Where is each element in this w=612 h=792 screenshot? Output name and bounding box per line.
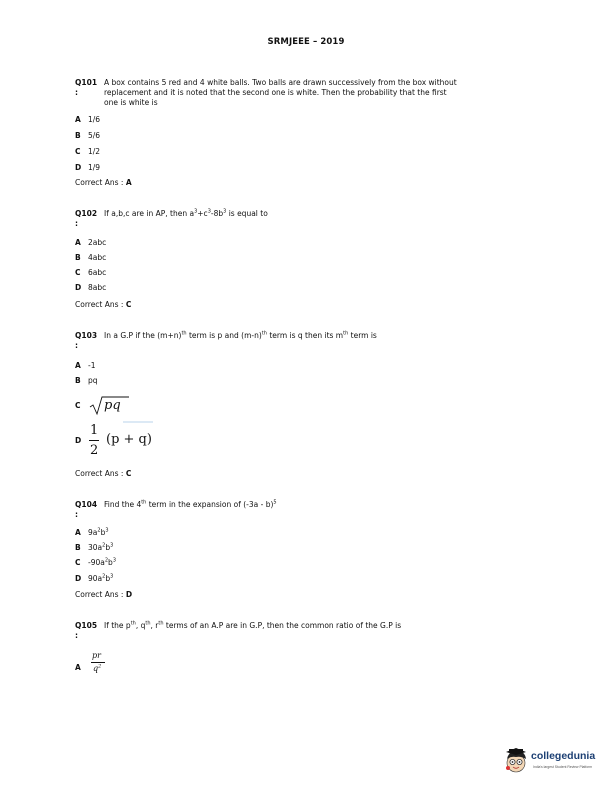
option-c: C	[75, 401, 81, 410]
option-d: D 8abc	[75, 283, 107, 292]
half-p-plus-q-expression: 1 2 (p + q)	[90, 423, 152, 458]
question-104	[75, 500, 545, 520]
option-d: D $90a^2b^3$	[75, 573, 114, 583]
question-text-line2: replacement and it is noted that the second one is white. Then the probability that the first	[104, 88, 447, 97]
question-text: Find the 4th term in the expansion of (-3a - b)$^5$	[104, 499, 277, 509]
question-colon: :	[75, 631, 78, 640]
fraction-denominator: $q^2$	[93, 663, 102, 673]
option-a: A	[75, 663, 81, 672]
question-102	[75, 209, 545, 229]
logo-wordmark: collegedunia	[531, 750, 596, 762]
option-a: A 1/6	[75, 115, 101, 124]
option-a: A 2abc	[75, 238, 107, 247]
option-a: A -1	[75, 361, 96, 370]
sqrt-pq-expression: pq	[89, 395, 131, 417]
option-b: B 4abc	[75, 253, 107, 262]
option-d: D 1/9	[75, 163, 101, 172]
mascot-icon	[503, 748, 529, 774]
correct-answer: Correct Ans : A	[75, 178, 132, 187]
pr-over-q-squared-expression	[90, 651, 112, 681]
option-b: B $30a^2b^3$	[75, 542, 114, 552]
correct-answer: Correct Ans : C	[75, 469, 132, 478]
question-number: Q105	[75, 621, 98, 630]
question-103	[75, 331, 545, 351]
collegedunia-logo	[503, 748, 605, 774]
question-105	[75, 621, 545, 641]
page-header: SRMJEEE – 2019	[267, 37, 345, 47]
option-c: C 1/2	[75, 147, 101, 156]
fraction-numerator: pr	[92, 651, 101, 660]
question-colon: :	[75, 510, 78, 519]
question-text-line1: A box contains 5 red and 4 white balls. Two balls are drawn successively from the box without	[104, 78, 457, 87]
option-c: C 6abc	[75, 268, 107, 277]
logo-tagline: India's largest Student Review Platform	[533, 765, 593, 769]
question-number: Q101	[75, 78, 98, 87]
fraction-bar	[89, 440, 99, 441]
question-text: In a G.P if the $(m+n)^{th}$ term is p and $(m-n)^{th}$ term is q then its $m^{th}$ term is	[104, 330, 377, 340]
correct-answer: Correct Ans : C	[75, 300, 132, 309]
question-number: Q102	[75, 209, 98, 218]
question-text: If the $p^{th}$, $q^{th}$, $r^{th}$ terms of an A.P are in G.P, then the common ratio of the G.P is	[104, 620, 402, 630]
question-text: If a,b,c are in AP, then $a^3+c^3-8b^3$ is equal to	[104, 208, 268, 218]
correct-answer: Correct Ans : D	[75, 590, 133, 599]
question-colon: :	[75, 219, 78, 228]
option-b: B 5/6	[75, 131, 101, 140]
fraction-denominator: 2	[90, 443, 99, 458]
option-c: C $-90a^2b^3$	[75, 557, 116, 567]
question-colon: :	[75, 88, 78, 97]
option-a: A $9a^2b^3$	[75, 527, 109, 537]
question-text-line3: one is white is	[104, 98, 158, 107]
option-b: B pq	[75, 376, 98, 385]
question-number: Q104	[75, 500, 98, 509]
fraction-numerator: 1	[90, 423, 99, 438]
question-101	[75, 78, 545, 108]
question-colon: :	[75, 341, 78, 350]
question-number: Q103	[75, 331, 98, 340]
option-d: D	[75, 436, 82, 445]
